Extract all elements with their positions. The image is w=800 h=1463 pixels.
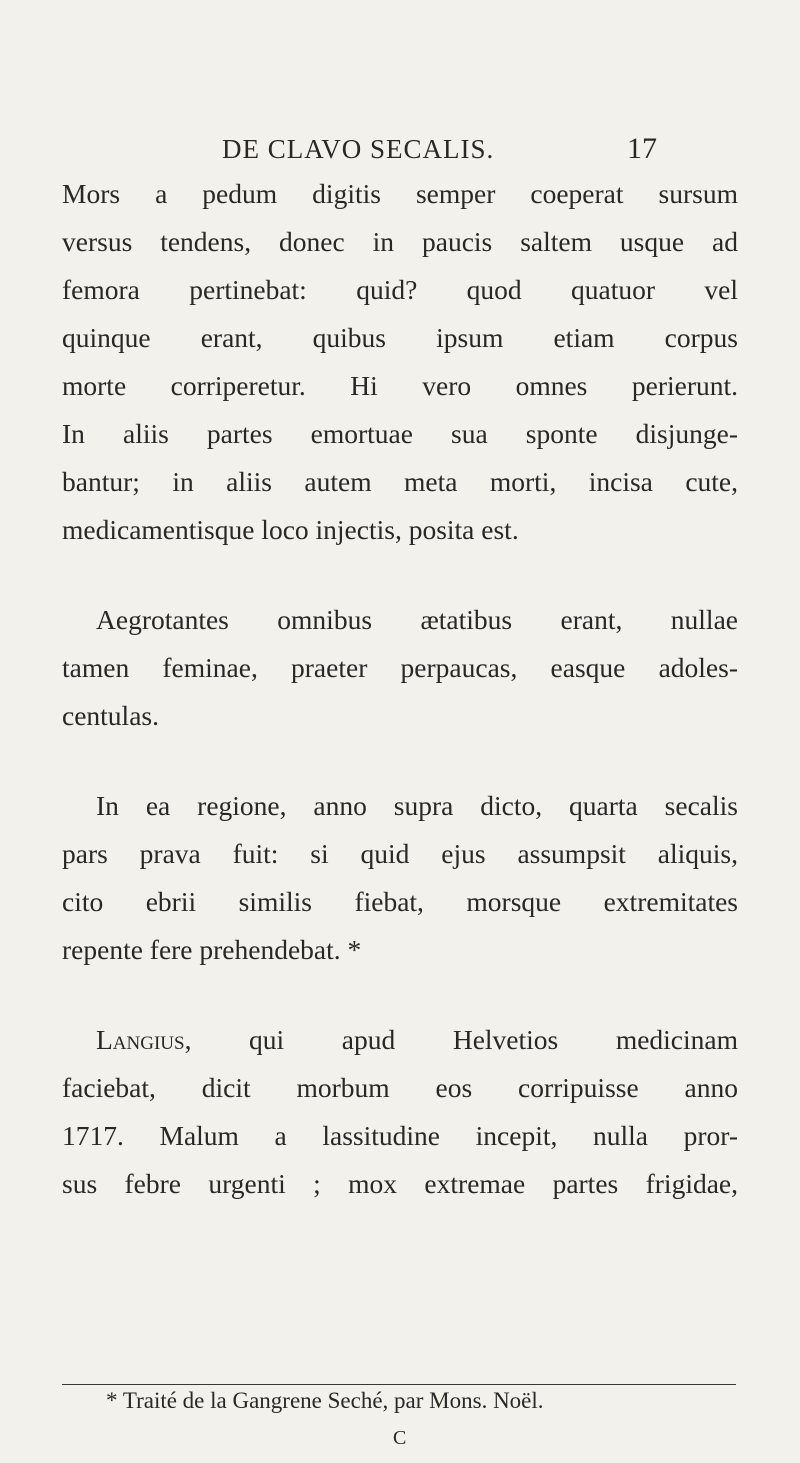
author-name-smallcaps: Langius (96, 1024, 185, 1055)
text-line: faciebat, dicit morbum eos corripuisse anno (62, 1072, 738, 1103)
paragraph-1 (62, 170, 738, 554)
text-line: tamen feminae, praeter perpaucas, easque adoles- (62, 652, 738, 683)
text-line: repente fere prehendebat. * (62, 934, 362, 965)
text-line-rest: , qui apud Helvetios medicinam (184, 1024, 738, 1055)
text-line: Aegrotantes omnibus ætatibus erant, nullae (96, 604, 738, 635)
text-line: In ea regione, anno supra dicto, quarta secalis (96, 790, 738, 821)
text-line: centulas. (62, 700, 159, 731)
text-line: versus tendens, donec in paucis saltem usque ad (62, 226, 738, 257)
text-line: In aliis partes emortuae sua sponte disjunge- (62, 418, 738, 449)
text-line: medicamentisque loco injectis, posita est. (62, 514, 519, 545)
paragraph-gap (62, 554, 738, 596)
text-line: morte corriperetur. Hi vero omnes perierunt. (62, 370, 738, 401)
text-line: femora pertinebat: quid? quod quatuor vel (62, 274, 738, 305)
text-line (62, 1016, 738, 1064)
paragraph-gap (62, 740, 738, 782)
text-line: pars prava fuit: si quid ejus assumpsit aliquis, (62, 838, 738, 869)
text-line: quinque erant, quibus ipsum etiam corpus (62, 322, 738, 353)
signature-mark: C (393, 1427, 407, 1449)
body-text (62, 170, 738, 1208)
text-line: 1717. Malum a lassitudine incepit, nulla pror- (62, 1120, 738, 1151)
paragraph-4 (62, 1016, 738, 1208)
text-line: Mors a pedum digitis semper coeperat sursum (62, 178, 738, 209)
paragraph-2 (62, 596, 738, 740)
text-line: cito ebrii similis fiebat, morsque extremitates (62, 886, 738, 917)
page-number: 17 (627, 132, 657, 165)
running-title: DE CLAVO SECALIS. (222, 134, 495, 164)
footnote-rule (62, 1384, 736, 1385)
paragraph-3 (62, 782, 738, 974)
paragraph-gap (62, 974, 738, 1016)
text-line: bantur; in aliis autem meta morti, incisa cute, (62, 466, 738, 497)
footnote: * Traité de la Gangrene Seché, par Mons. Noël. (106, 1388, 544, 1413)
text-line: sus febre urgenti ; mox extremae partes frigidae, (62, 1168, 738, 1199)
